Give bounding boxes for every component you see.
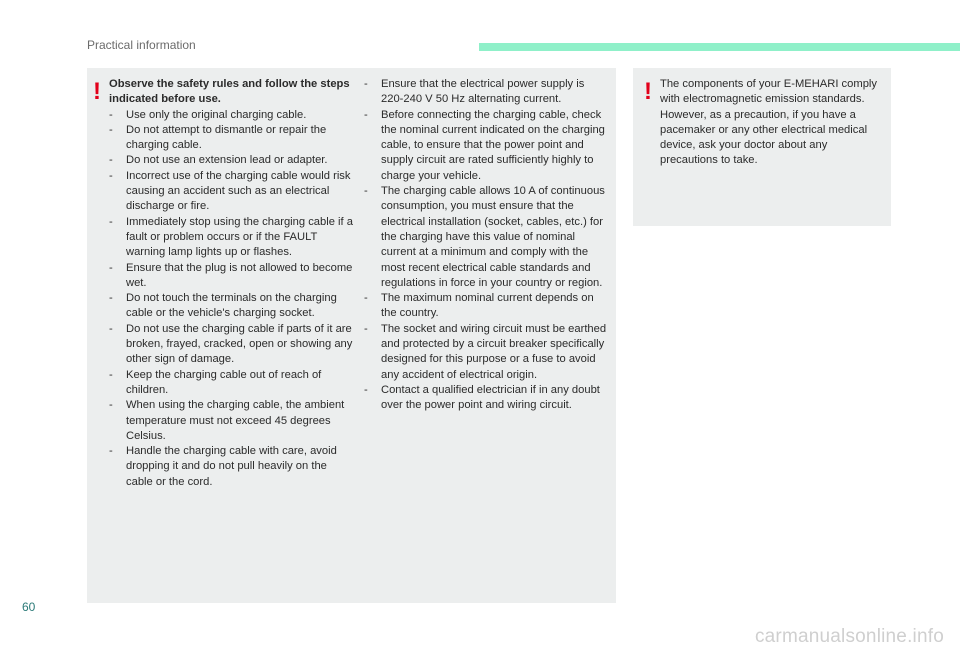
header-accent-bar: [479, 43, 960, 51]
warning-exclamation-icon: !: [93, 78, 101, 105]
safety-rules-list-2: [364, 77, 608, 414]
list-item: - Keep the charging cable out of reach of children.: [109, 368, 355, 399]
section-title: Practical information: [87, 38, 196, 52]
list-item: - Before connecting the charging cable, check the nominal current indicated on the charging cable, to ensure that the power point and supply circuit are rated sufficiently highly to charge your vehicle.: [364, 108, 608, 184]
list-item: - Immediately stop using the charging cable if a fault or problem occurs or if the FAULT warning lamp lights up or flashes.: [109, 215, 355, 261]
electromagnetic-notice-column: [660, 77, 884, 169]
safety-rules-column-2: [364, 77, 608, 414]
list-item: - The charging cable allows 10 A of continuous consumption, you must ensure that the electrical installation (socket, cables, etc.) for the charging have this value of nominal current at a minimum and comply with the most recent electrical cable standards and regulations in force in your country or region.: [364, 184, 608, 291]
list-item: - Do not use an extension lead or adapter.: [109, 153, 355, 168]
safety-rules-intro: Observe the safety rules and follow the steps indicated before use.: [109, 78, 350, 106]
safety-rules-list-1: [109, 108, 355, 490]
page-number: 60: [22, 600, 36, 614]
list-item: - Use only the original charging cable.: [109, 108, 355, 123]
safety-rules-column-1: [109, 77, 355, 490]
watermark: carmanualsonline.info: [754, 626, 944, 647]
list-item: - The maximum nominal current depends on the country.: [364, 291, 608, 322]
list-item: - Contact a qualified electrician if in any doubt over the power point and wiring circuit.: [364, 383, 608, 414]
list-item: - Do not use the charging cable if parts of it are broken, frayed, cracked, open or showing any other sign of damage.: [109, 322, 355, 368]
list-item: - Ensure that the electrical power supply is 220-240 V 50 Hz alternating current.: [364, 77, 608, 108]
list-item: - Handle the charging cable with care, avoid dropping it and do not pull heavily on the cable or the cord.: [109, 444, 355, 490]
electromagnetic-notice-text: The components of your E-MEHARI comply with electromagnetic emission standards. However, as a precaution, if you have a pacemaker or any other electrical medical device, ask your doctor about any precautions to take.: [660, 78, 877, 167]
list-item: - Do not attempt to dismantle or repair the charging cable.: [109, 123, 355, 154]
list-item: - The socket and wiring circuit must be earthed and protected by a circuit breaker specifically designed for this purpose or a fuse to avoid any accident of electrical origin.: [364, 322, 608, 383]
warning-exclamation-icon: !: [644, 78, 652, 105]
list-item: - When using the charging cable, the ambient temperature must not exceed 45 degrees Celsius.: [109, 398, 355, 444]
list-item: - Incorrect use of the charging cable would risk causing an accident such as an electrical discharge or fire.: [109, 169, 355, 215]
list-item: - Ensure that the plug is not allowed to become wet.: [109, 261, 355, 292]
list-item: - Do not touch the terminals on the charging cable or the vehicle's charging socket.: [109, 291, 355, 322]
